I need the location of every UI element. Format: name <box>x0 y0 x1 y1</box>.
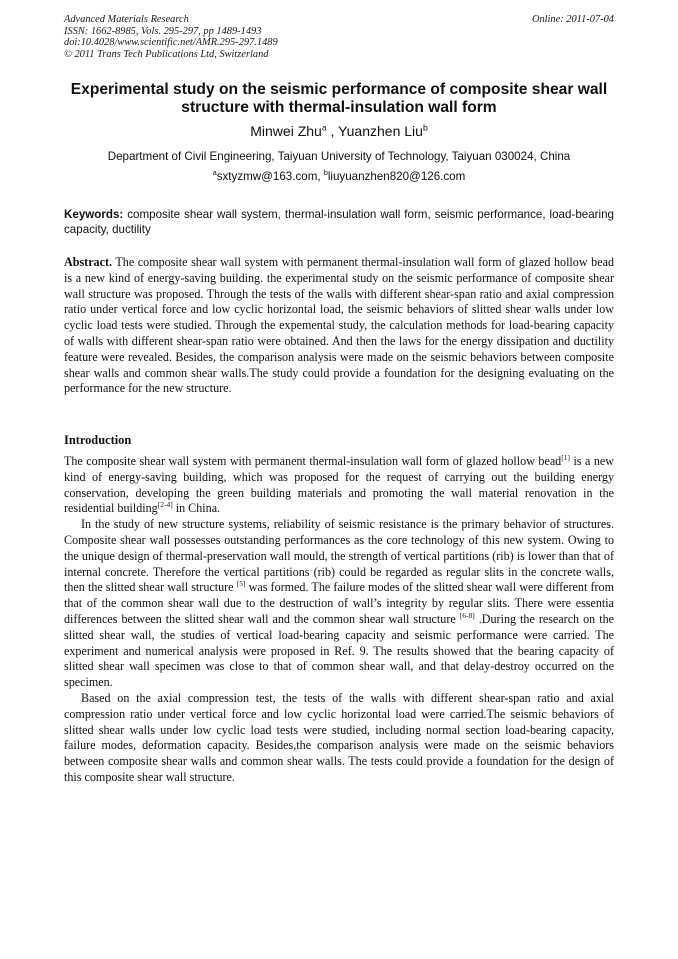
email-link[interactable]: sxtyzmw@163.com, <box>216 170 324 183</box>
paragraph-text: is a new kind of energy-saving building, which was proposed for the request of carrying out the building energy conservation, developing the green building materials and promoting the wall material renovation in the residential building <box>64 454 614 516</box>
paragraph: Based on the axial compression test, the tests of the walls with different shear-span ratio and axial compression ratio under vertical force and low cyclic horizontal load were carried.The seismic behaviors of slitted shear walls under low cyclic load tests were studied, including normal section load-bearing capacity, failure modes, deformation capacity. Besides,the comparison analysis were made on the seismic behaviors between composite shear walls and common shear walls. The tests could provide a foundation for the design of this composite shear wall structure. <box>64 690 614 784</box>
citation-ref[interactable]: [6-8] <box>459 610 475 620</box>
keywords-text: composite shear wall system, thermal-insulation wall form, seismic performance, load-bearing capacity, ductility <box>64 208 614 236</box>
abstract-text: The composite shear wall system with permanent thermal-insulation wall form of glazed hollow bead is a new kind of energy-saving building. the experimental study on the seismic performance of composite shear wall structure was proposed. Through the tests of the walls with different shear-span ratio and axial compression ratio under vertical force and low cyclic horizontal load, the seismic behaviors of slitted shear walls under low cyclic load tests were studied. Through the expemental study, the calculation methods for load-bearing capacity of walls with different shear-span ratio were obtained. And then the laws for the energy dissipation and ductility feature were revealed. Besides, the comparison analysis were made on the seismic behaviors between composite shear walls and common shear walls.The study could provide a foundation for the designing evaluating on the performance for the new structure. <box>64 255 614 396</box>
citation-ref[interactable]: [5] <box>236 579 246 589</box>
citation-ref[interactable]: [2-4] <box>157 500 173 510</box>
email-mark: a <box>212 168 217 178</box>
author-affil-mark: b <box>422 122 428 133</box>
email-mark: b <box>323 168 328 178</box>
author-emails <box>40 170 638 184</box>
citation-ref[interactable]: [1] <box>561 452 570 462</box>
abstract <box>64 255 614 397</box>
paragraph-text: The composite shear wall system with permanent thermal-insulation wall form of glazed hollow bead <box>64 454 562 468</box>
introduction-body <box>64 454 614 786</box>
paragraph-text: in China. <box>172 501 221 516</box>
journal-copyright: © 2011 Trans Tech Publications Ltd, Switzerland <box>64 48 269 60</box>
keywords-label: Keywords: <box>64 208 124 221</box>
paragraph-text: .During the research on the slitted shear wall, the studies of vertical load-bearing capacity and seismic performance were carried. The experiment and numerical analysis were proposed in Ref. 9. The results showed that the bearing capacity of slitted shear wall specimen was close to that of common shear wall, and that delay-destroy occurred on the specimen. <box>64 611 614 690</box>
online-date: Online: 2011-07-04 <box>531 14 614 25</box>
author-name: Yuanzhen Liu <box>338 123 423 139</box>
paragraph <box>64 454 614 517</box>
journal-name: Advanced Materials Research <box>64 14 189 25</box>
section-heading: Introduction <box>64 433 132 447</box>
keywords <box>64 207 614 237</box>
journal-doi: doi:10.4028/www.scientific.net/AMR.295-297.1489 <box>64 37 278 49</box>
email-link[interactable]: liuyuanzhen820@126.com <box>327 170 466 183</box>
author-separator: , <box>326 123 339 139</box>
paragraph <box>64 517 614 691</box>
author-line <box>40 122 638 140</box>
paragraph-text: was formed. The failure modes of the slitted shear wall were different from that of the common shear wall due to the destruction of wall’s integrity by regular slits. There were essentia differences between the slitted shear wall and the common shear wall structure <box>64 580 614 626</box>
affiliation: Department of Civil Engineering, Taiyuan University of Technology, Taiyuan 030024, China <box>107 150 571 163</box>
author-name: Minwei Zhu <box>250 123 322 139</box>
abstract-label: Abstract. <box>64 255 113 269</box>
author-affil-mark: a <box>321 122 327 133</box>
paper-title: Experimental study on the seismic performance of composite shear wall structure with thermal-insulation wall form <box>70 81 608 116</box>
journal-header <box>64 14 614 60</box>
paragraph-text: In the study of new structure systems, reliability of seismic resistance is the primary behavior of structures. Composite shear wall possesses outstanding performances as the core technology of this new system. Owing to the unique design of thermal-preservation wall mould, the strength of vertical partitions (rib) is lower than that of internal concrete. Therefore the vertical partitions (rib) could be regarded as regular slits in the concrete walls, then the slitted shear wall structure <box>64 517 614 595</box>
journal-issn: ISSN: 1662-8985, Vols. 295-297, pp 1489-1493 <box>64 25 262 37</box>
